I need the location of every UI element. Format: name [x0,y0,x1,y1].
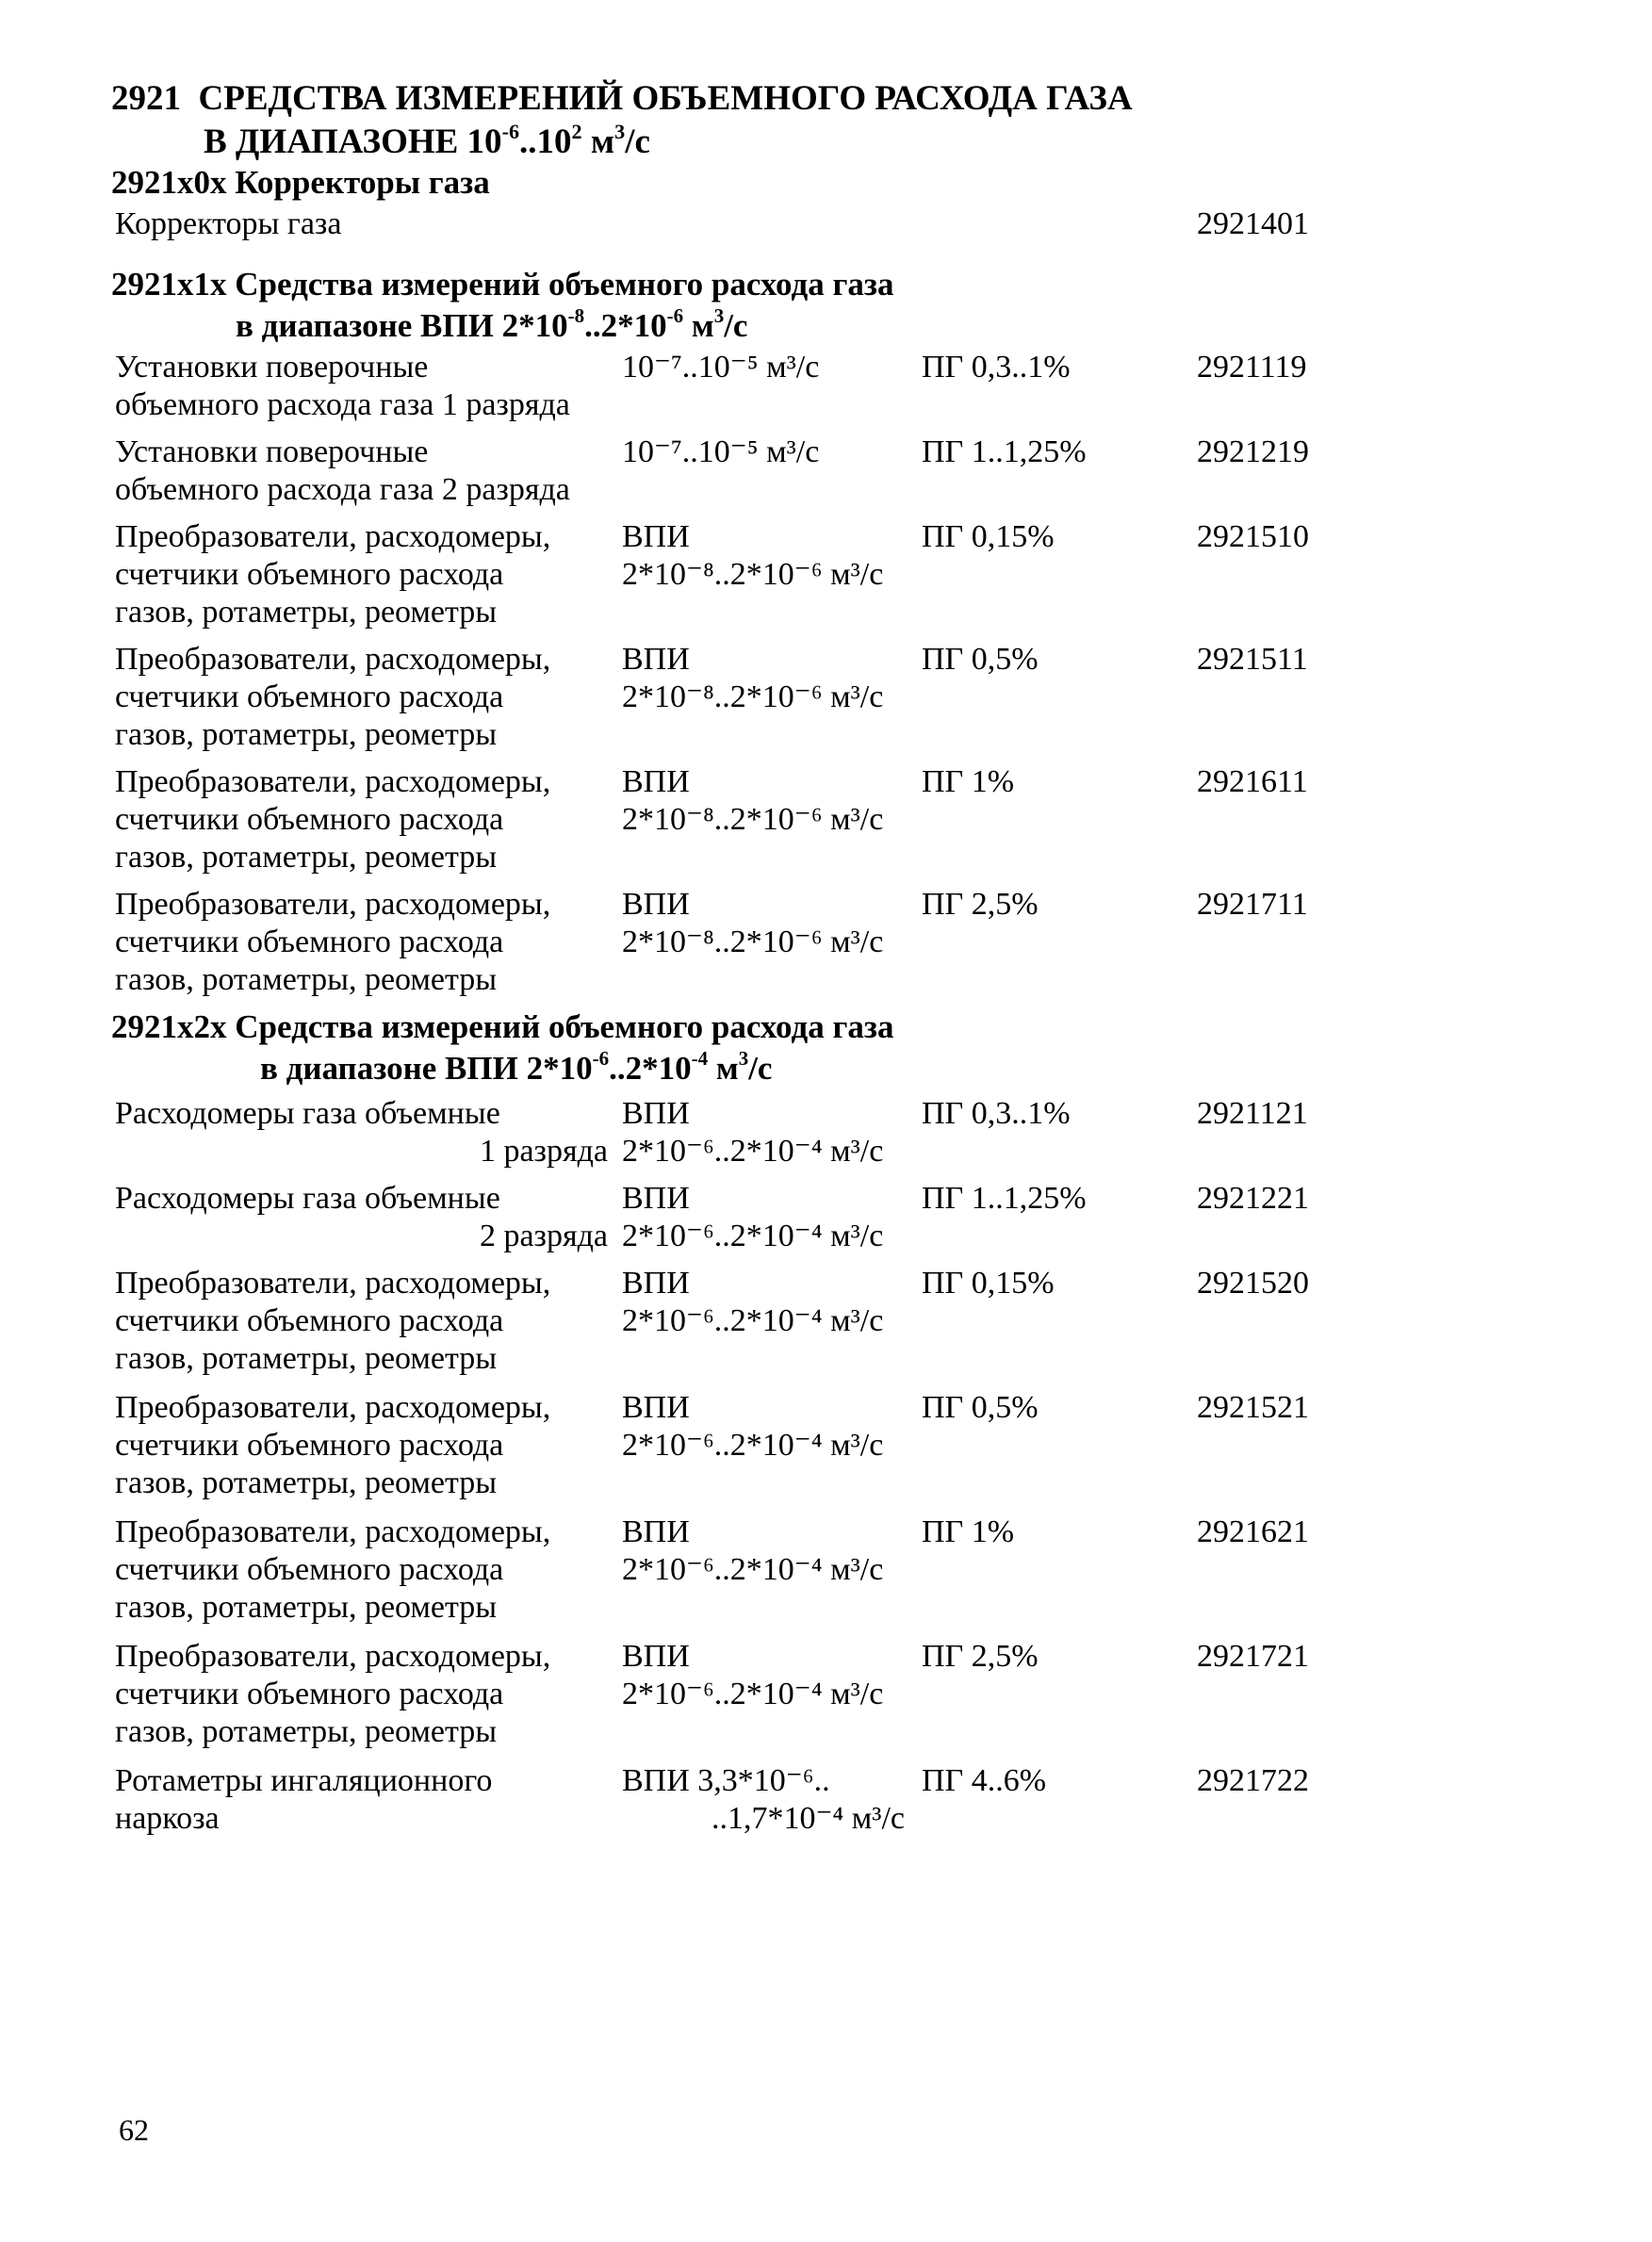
heading-line2: В ДИАПАЗОНЕ $10^{-6}..10^2$ $м^3/с$ [204,119,650,161]
row-range: ВПИ 2*10⁻⁶..2*10⁻⁴ м³/с [622,1390,884,1463]
row-name: Преобразователи, расходомеры, счетчики объемного расхода газов, ротаметры, реометры [115,764,551,875]
row-range: ВПИ 2*10⁻⁶..2*10⁻⁴ м³/с [622,1096,884,1169]
row-name: Преобразователи, расходомеры, счетчики объемного расхода газов, ротаметры, реометры [115,642,551,752]
row-name: Расходомеры газа объемные 2 разряда [115,1181,608,1253]
row-code: 2921219 [1197,434,1309,469]
row-accuracy: ПГ 1% [922,764,1015,799]
section-1-title: 2921x1x Средства измерений объемного расхода газа в диапазоне ВПИ $2*10^{-8}..2*10^{-6}$ $м^3/с$ [111,266,894,344]
row-name: Преобразователи, расходомеры, счетчики объемного расхода газов, ротаметры, реометры [115,887,551,997]
row-range: ВПИ 2*10⁻⁶..2*10⁻⁴ м³/с [622,1181,884,1253]
row-range: ВПИ 2*10⁻⁸..2*10⁻⁶ м³/с [622,642,884,714]
row-range: ВПИ 2*10⁻⁸..2*10⁻⁶ м³/с [622,764,884,837]
row-accuracy: ПГ 2,5% [922,1639,1039,1674]
row-name: Преобразователи, расходомеры, счетчики объемного расхода газов, ротаметры, реометры [115,1639,551,1749]
row-code: 2921521 [1197,1390,1309,1425]
page-number: 62 [119,2113,149,2147]
row-name: Преобразователи, расходомеры, счетчики объемного расхода газов, ротаметры, реометры [115,1514,551,1625]
row-code: 2921611 [1197,764,1308,799]
row-code: 2921621 [1197,1514,1309,1549]
row-name: Преобразователи, расходомеры, счетчики объемного расхода газов, ротаметры, реометры [115,1266,551,1376]
row-accuracy: ПГ 1..1,25% [922,434,1087,469]
row-code: 2921401 [1197,206,1309,241]
row-name: Корректоры газа [115,206,342,241]
row-range: ВПИ 3,3*10⁻⁶.. ..1,7*10⁻⁴ м³/с [622,1763,905,1836]
row-accuracy: ПГ 1% [922,1514,1015,1549]
row-accuracy: ПГ 4..6% [922,1763,1047,1798]
main-heading [111,77,1133,164]
row-accuracy: ПГ 0,15% [922,519,1055,554]
row-accuracy: ПГ 0,3..1% [922,1096,1071,1131]
row-code: 2921121 [1197,1096,1308,1131]
row-name: Установки поверочные объемного расхода газа 1 разряда [115,350,570,422]
section-0-title: 2921x0x Корректоры газа [111,164,490,201]
row-code: 2921520 [1197,1266,1309,1301]
row-accuracy: ПГ 0,15% [922,1266,1055,1301]
row-name: Расходомеры газа объемные 1 разряда [115,1096,608,1169]
row-range: ВПИ 2*10⁻⁶..2*10⁻⁴ м³/с [622,1514,884,1587]
row-range: 10⁻⁷..10⁻⁵ м³/с [622,434,820,469]
row-code: 2921119 [1197,350,1307,385]
row-name: Ротаметры ингаляционного наркоза [115,1763,493,1836]
heading-line1: СРЕДСТВА ИЗМЕРЕНИЙ ОБЪЕМНОГО РАСХОДА ГАЗА [198,79,1133,118]
row-code: 2921511 [1197,642,1308,677]
row-code: 2921221 [1197,1181,1309,1216]
row-range: 10⁻⁷..10⁻⁵ м³/с [622,350,820,385]
row-accuracy: ПГ 0,5% [922,642,1039,677]
row-name: Преобразователи, расходомеры, счетчики объемного расхода газов, ротаметры, реометры [115,1390,551,1500]
row-accuracy: ПГ 2,5% [922,887,1039,922]
row-code: 2921721 [1197,1639,1309,1674]
row-range: ВПИ 2*10⁻⁸..2*10⁻⁶ м³/с [622,519,884,592]
row-range: ВПИ 2*10⁻⁸..2*10⁻⁶ м³/с [622,887,884,959]
row-code: 2921722 [1197,1763,1309,1798]
row-accuracy: ПГ 0,5% [922,1390,1039,1425]
row-accuracy: ПГ 1..1,25% [922,1181,1087,1216]
row-range: ВПИ 2*10⁻⁶..2*10⁻⁴ м³/с [622,1639,884,1711]
row-range: ВПИ 2*10⁻⁶..2*10⁻⁴ м³/с [622,1266,884,1338]
row-name: Преобразователи, расходомеры, счетчики объемного расхода газов, ротаметры, реометры [115,519,551,630]
row-accuracy: ПГ 0,3..1% [922,350,1071,385]
row-code: 2921510 [1197,519,1309,554]
row-name: Установки поверочные объемного расхода газа 2 разряда [115,434,570,507]
section-2-title: 2921x2x Средства измерений объемного расхода газа в диапазоне ВПИ $2*10^{-6}..2*10^{-4}$ $м^3/с$ [111,1008,894,1087]
row-code: 2921711 [1197,887,1308,922]
heading-code: 2921 [111,79,181,118]
